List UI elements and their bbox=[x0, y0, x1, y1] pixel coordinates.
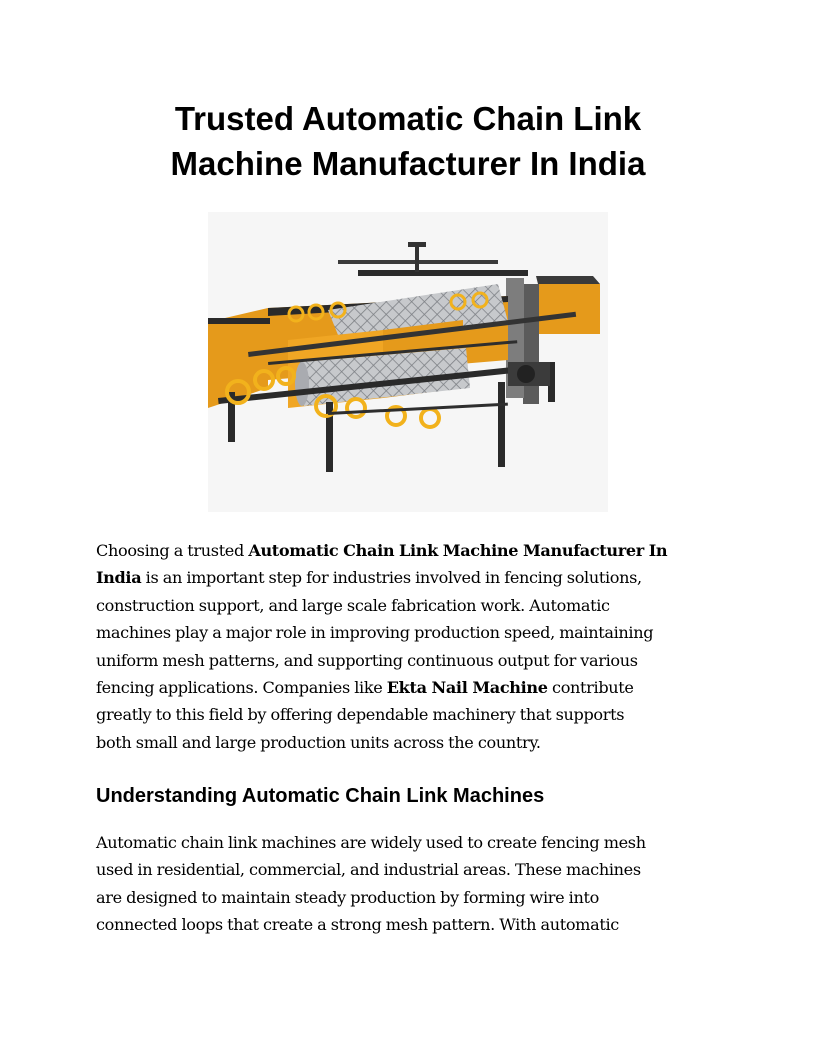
section-heading: Understanding Automatic Chain Link Machines bbox=[96, 785, 545, 807]
page-title-line-1: Trusted Automatic Chain Link bbox=[174, 100, 642, 137]
machine-photo bbox=[208, 212, 608, 512]
intro-line: uniform mesh patterns, and supporting continuous output for various bbox=[96, 650, 638, 670]
intro-line: construction support, and large scale fabrication work. Automatic bbox=[96, 595, 610, 615]
manufacturer-keyword-end: India bbox=[96, 568, 142, 588]
intro-line: greatly to this field by offering dependable machinery that supports bbox=[96, 705, 625, 725]
intro-text: fencing applications. Companies like bbox=[96, 678, 387, 698]
intro-line: both small and large production units across the country. bbox=[96, 732, 541, 752]
page-title bbox=[96, 96, 720, 186]
section-paragraph bbox=[96, 829, 720, 939]
intro-line bbox=[96, 564, 720, 591]
section-line: Automatic chain link machines are widely used to create fencing mesh bbox=[96, 833, 646, 852]
intro-text: contribute bbox=[547, 678, 634, 698]
intro-text: is an important step for industries involved in fencing solutions, bbox=[141, 568, 642, 588]
section-line: used in residential, commercial, and industrial areas. These machines bbox=[96, 860, 641, 880]
intro-paragraph bbox=[96, 537, 720, 756]
chain-link-machine-illustration bbox=[208, 212, 608, 512]
manufacturer-keyword: Automatic Chain Link Machine Manufacturer In bbox=[248, 541, 668, 560]
company-name: Ekta Nail Machine bbox=[386, 678, 548, 698]
intro-line bbox=[96, 674, 720, 701]
intro-line: machines play a major role in improving production speed, maintaining bbox=[96, 623, 654, 643]
section-line: connected loops that create a strong mesh pattern. With automatic bbox=[96, 915, 619, 935]
page-title-line-2: Machine Manufacturer In India bbox=[170, 145, 646, 182]
intro-text: Choosing a trusted bbox=[96, 541, 249, 560]
intro-line bbox=[96, 537, 720, 564]
section-line: are designed to maintain steady production by forming wire into bbox=[96, 887, 599, 907]
